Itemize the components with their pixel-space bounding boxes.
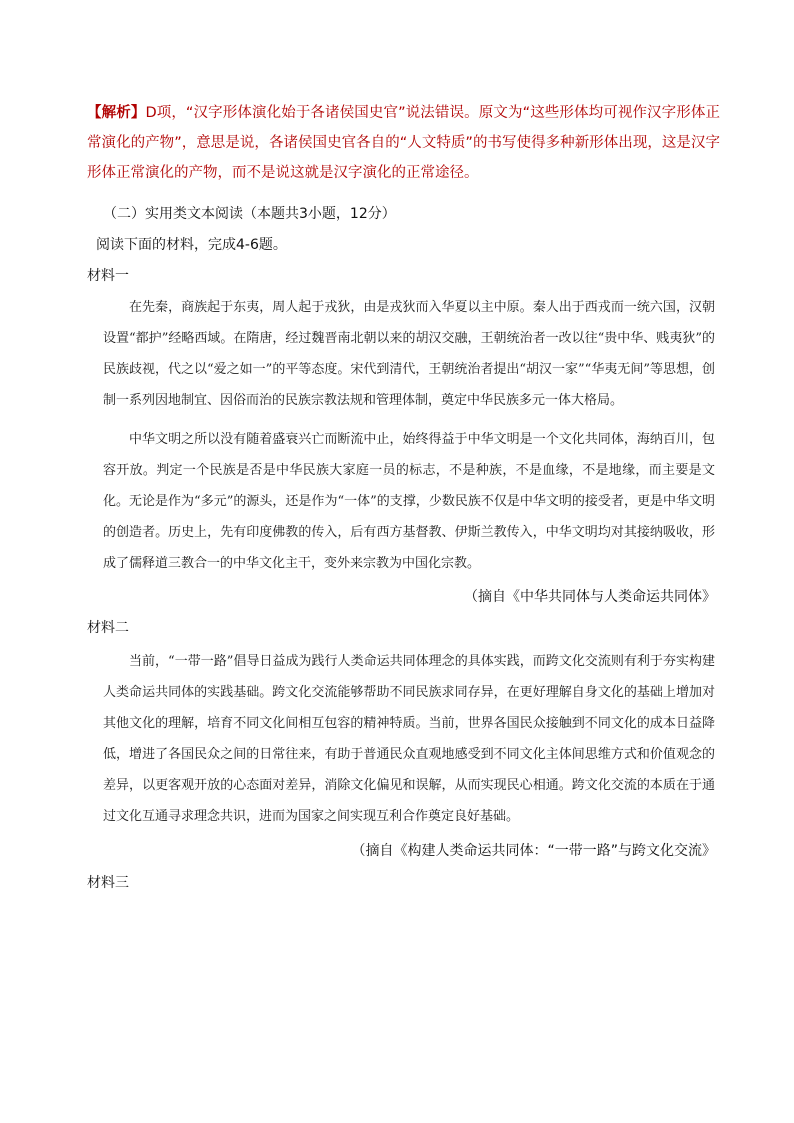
material3-label: 材料三 bbox=[87, 875, 129, 891]
section-title: （二）实用类文本阅读（本题共3小题，12分） bbox=[103, 206, 396, 222]
reading-instruction: 阅读下面的材料，完成4-6题。 bbox=[96, 237, 287, 253]
material1-paragraph-2: 中华文明之所以没有随着盛衰兴亡而断流中止，始终得益于中华文明是一个文化共同体，海纳百川，包容开放。判定一个民族是否是中华民族大家庭一员的标志，不是种族，不是血缘，不是地缘，而主要是文化。无论是作为“多元”的源头，还是作为“一体”的支撑，少数民族不仅是中华文明的接受者，更是中华文明的创造者。历史上，先有印度佛教的传入，后有西方基督教、伊斯兰教传入，中华文明均对其接纳吸收，形成了儒释道三教合一的中华文化主干，变外来宗教为中国化宗教。 bbox=[103, 432, 715, 571]
material1-source: （摘自《中华共同体与人类命运共同体》 bbox=[464, 589, 716, 605]
material2-source: （摘自《构建人类命运共同体：“一带一路”与跨文化交流》 bbox=[351, 843, 716, 859]
analysis-paragraph bbox=[87, 98, 720, 188]
material2-paragraph-1: 当前，“一带一路”倡导日益成为践行人类命运共同体理念的具体实践，而跨文化交流则有利于夯实构建人类命运共同体的实践基础。跨文化交流能够帮助不同民族求同存异，在更好理解自身文化的基础上增加对其他文化的理解，培育不同文化间相互包容的精神特质。当前，世界各国民众接触到不同文化的成本日益降低，增进了各国民众之间的日常往来，有助于普通民众直观地感受到不同文化主体间思维方式和价值观念的差异，以更客观开放的心态面对差异，消除文化偏见和误解，从而实现民心相通。跨文化交流的本质在于通过文化互通寻求理念共识，进而为国家之间实现互利合作奠定良好基础。 bbox=[103, 654, 715, 824]
material2-label: 材料二 bbox=[87, 620, 129, 636]
analysis-text: D项，“汉字形体演化始于各诸侯国史官”说法错误。原文为“这些形体均可视作汉字形体正常演化的产物”，意思是说，各诸侯国史官各自的“人文特质”的书写使得多种新形体出现，这是汉字形体正常演化的产物，而不是说这就是汉字演化的正常途径。 bbox=[87, 105, 720, 181]
material1-paragraph-1: 在先秦，商族起于东夷，周人起于戎狄，由是戎狄而入华夏以主中原。秦人出于西戎而一统六国，汉朝设置“都护”经略西域。在隋唐，经过魏晋南北朝以来的胡汉交融，王朝统治者一改以往“贵中华、贱夷狄”的民族歧视，代之以“爱之如一”的平等态度。宋代到清代，王朝统治者提出“胡汉一家”“华夷无间”等思想，创制一系列因地制宜、因俗而治的民族宗教法规和管理体制，奠定中华民族多元一体大格局。 bbox=[103, 300, 715, 408]
analysis-tag: 【解析】 bbox=[87, 105, 146, 121]
material1-label: 材料一 bbox=[87, 268, 129, 284]
